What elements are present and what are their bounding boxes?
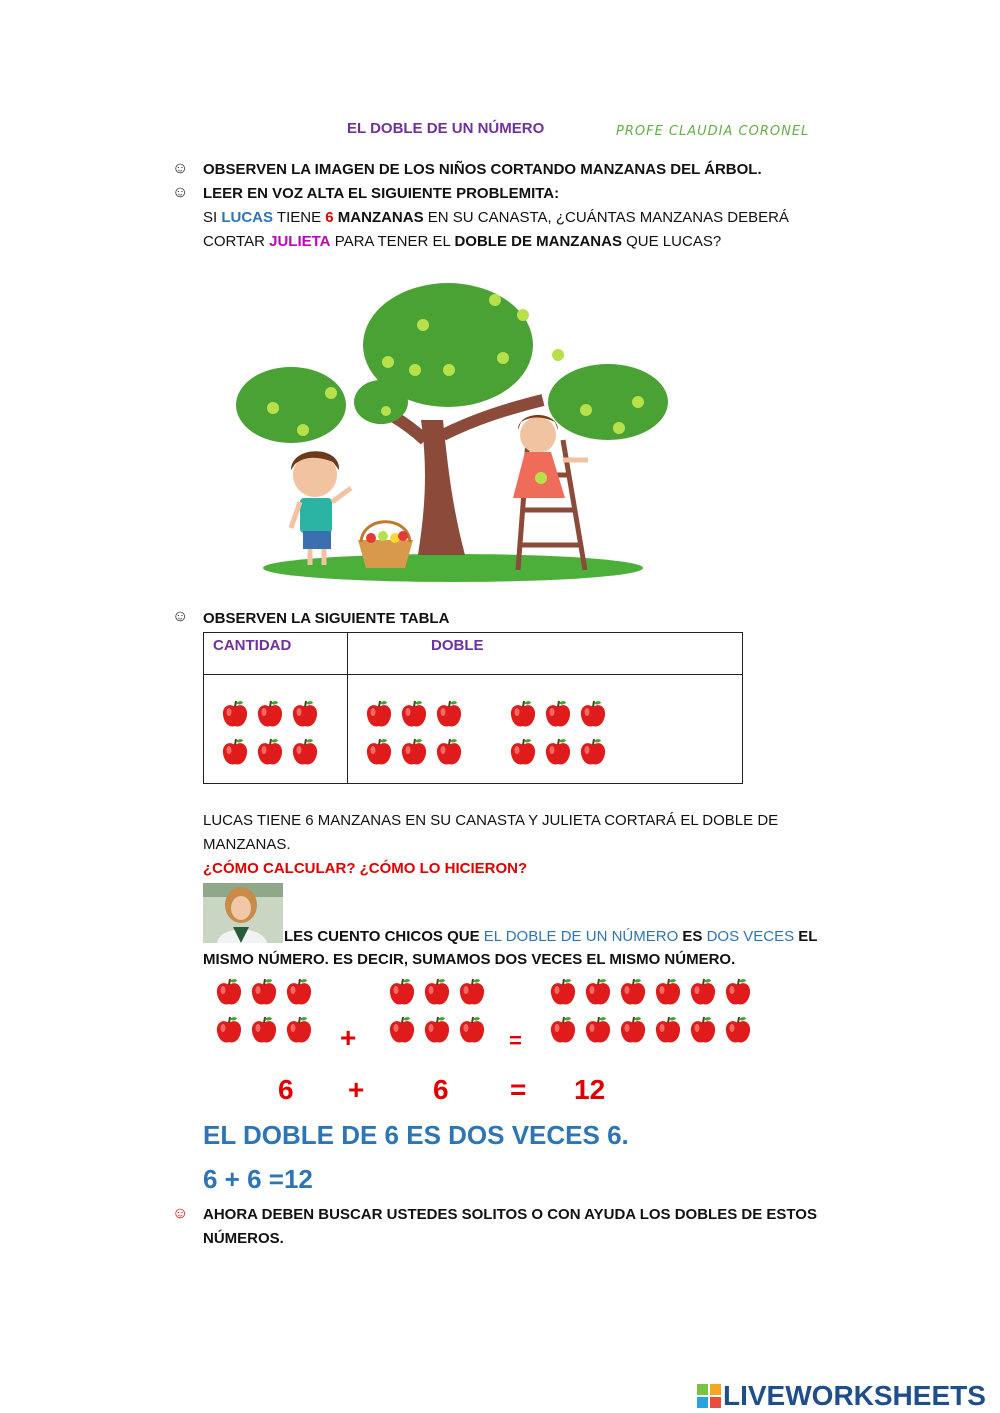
apple-icon [364,737,394,767]
apple-icon [422,1015,452,1045]
apple-tree-illustration [203,270,703,590]
apple-icon [508,737,538,767]
conclusion-line-2: 6 + 6 =12 [203,1164,313,1194]
equation-result: 12 [574,1074,606,1105]
apple-icon [578,737,608,767]
explanation-line-2: MANZANAS. [203,836,291,853]
page-title: EL DOBLE DE UN NÚMERO [347,120,545,137]
apple-icon [583,1015,613,1045]
apple-icon [399,737,429,767]
apple-icon [364,699,394,729]
apple-icon [548,1015,578,1045]
apple-icon [653,977,683,1007]
conclusion-line-1: EL DOBLE DE 6 ES DOS VECES 6. [203,1120,629,1150]
apple-icon [255,699,285,729]
apple-icon [653,1015,683,1045]
teacher-photo [203,883,283,943]
table-header-cantidad: CANTIDAD [204,633,348,675]
table-cell-cantidad [204,675,348,784]
apple-icon [434,737,464,767]
apple-icon [220,699,250,729]
apple-icon [688,1015,718,1045]
instruction-4-line-1: AHORA DEBEN BUSCAR USTEDES SOLITOS O CON AYUDA LOS DOBLES DE ESTOS [203,1206,817,1223]
apple-icon [387,977,417,1007]
explanation-line-1: LUCAS TIENE 6 MANZANAS EN SU CANASTA Y JULIETA CORTARÁ EL DOBLE DE [203,812,779,829]
apple-icon [249,1015,279,1045]
apple-icon [543,699,573,729]
instruction-4-line-2: NÚMEROS. [203,1230,284,1247]
apple-icon [290,737,320,767]
instruction-2: LEER EN VOZ ALTA EL SIGUIENTE PROBLEMITA: [203,185,560,202]
apple-icon [290,699,320,729]
doubles-table [203,632,743,784]
apple-icon [688,977,718,1007]
apple-icon [434,699,464,729]
apple-icon [399,699,429,729]
explanation-text-1: LES CUENTO CHICOS QUE EL DOBLE DE UN NÚMERO ES DOS VECES EL [284,928,818,945]
smiley-icon: ☺ [172,184,189,201]
apple-icon [578,699,608,729]
apple-icon [214,1015,244,1045]
apple-icon [284,1015,314,1045]
apple-icon [618,1015,648,1045]
apple-icon [457,977,487,1007]
equation-plus: + [348,1074,365,1105]
apple-icon [548,977,578,1007]
question-text: ¿CÓMO CALCULAR? ¿CÓMO LO HICIERON? [203,860,528,877]
apple-icon [284,977,314,1007]
apples-group-b [387,977,507,1053]
apple-icon [618,977,648,1007]
author-name: PROFE CLAUDIA CORONEL [616,124,810,139]
smiley-icon: ☺ [172,1205,189,1222]
apple-icon [220,737,250,767]
problem-line-1: SI LUCAS TIENE 6 MANZANAS EN SU CANASTA, ¿CUÁNTAS MANZANAS DEBERÁ [203,209,789,226]
apple-icon [255,737,285,767]
apples-group-a [214,977,334,1053]
equals-sign: = [509,1028,522,1053]
equation-equals: = [510,1074,527,1105]
table-cell-doble [348,675,743,784]
smiley-icon: ☺ [172,160,189,177]
apple-icon [214,977,244,1007]
instruction-1: OBSERVEN LA IMAGEN DE LOS NIÑOS CORTANDO MANZANAS DEL ÁRBOL. [203,161,762,178]
problem-line-2: CORTAR JULIETA PARA TENER EL DOBLE DE MANZANAS QUE LUCAS? [203,233,722,250]
apple-icon [508,699,538,729]
table-header-doble: DOBLE [348,633,743,675]
apple-icon [387,1015,417,1045]
apple-icon [249,977,279,1007]
apple-icon [723,1015,753,1045]
apple-icon [723,977,753,1007]
equation-operand-a: 6 [278,1074,294,1105]
apple-icon [422,977,452,1007]
equation-operand-b: 6 [433,1074,449,1105]
apple-icon [583,977,613,1007]
plus-sign: + [340,1022,357,1053]
smiley-icon: ☺ [172,608,189,625]
apple-icon [543,737,573,767]
logo-mark-icon [697,1384,721,1408]
explanation-text-2: MISMO NÚMERO. ES DECIR, SUMAMOS DOS VECES EL MISMO NÚMERO. [203,951,736,968]
apples-group-result [548,977,788,1053]
liveworksheets-logo[interactable]: LIVEWORKSHEETS [697,1380,986,1412]
instruction-3: OBSERVEN LA SIGUIENTE TABLA [203,610,450,627]
apple-icon [457,1015,487,1045]
